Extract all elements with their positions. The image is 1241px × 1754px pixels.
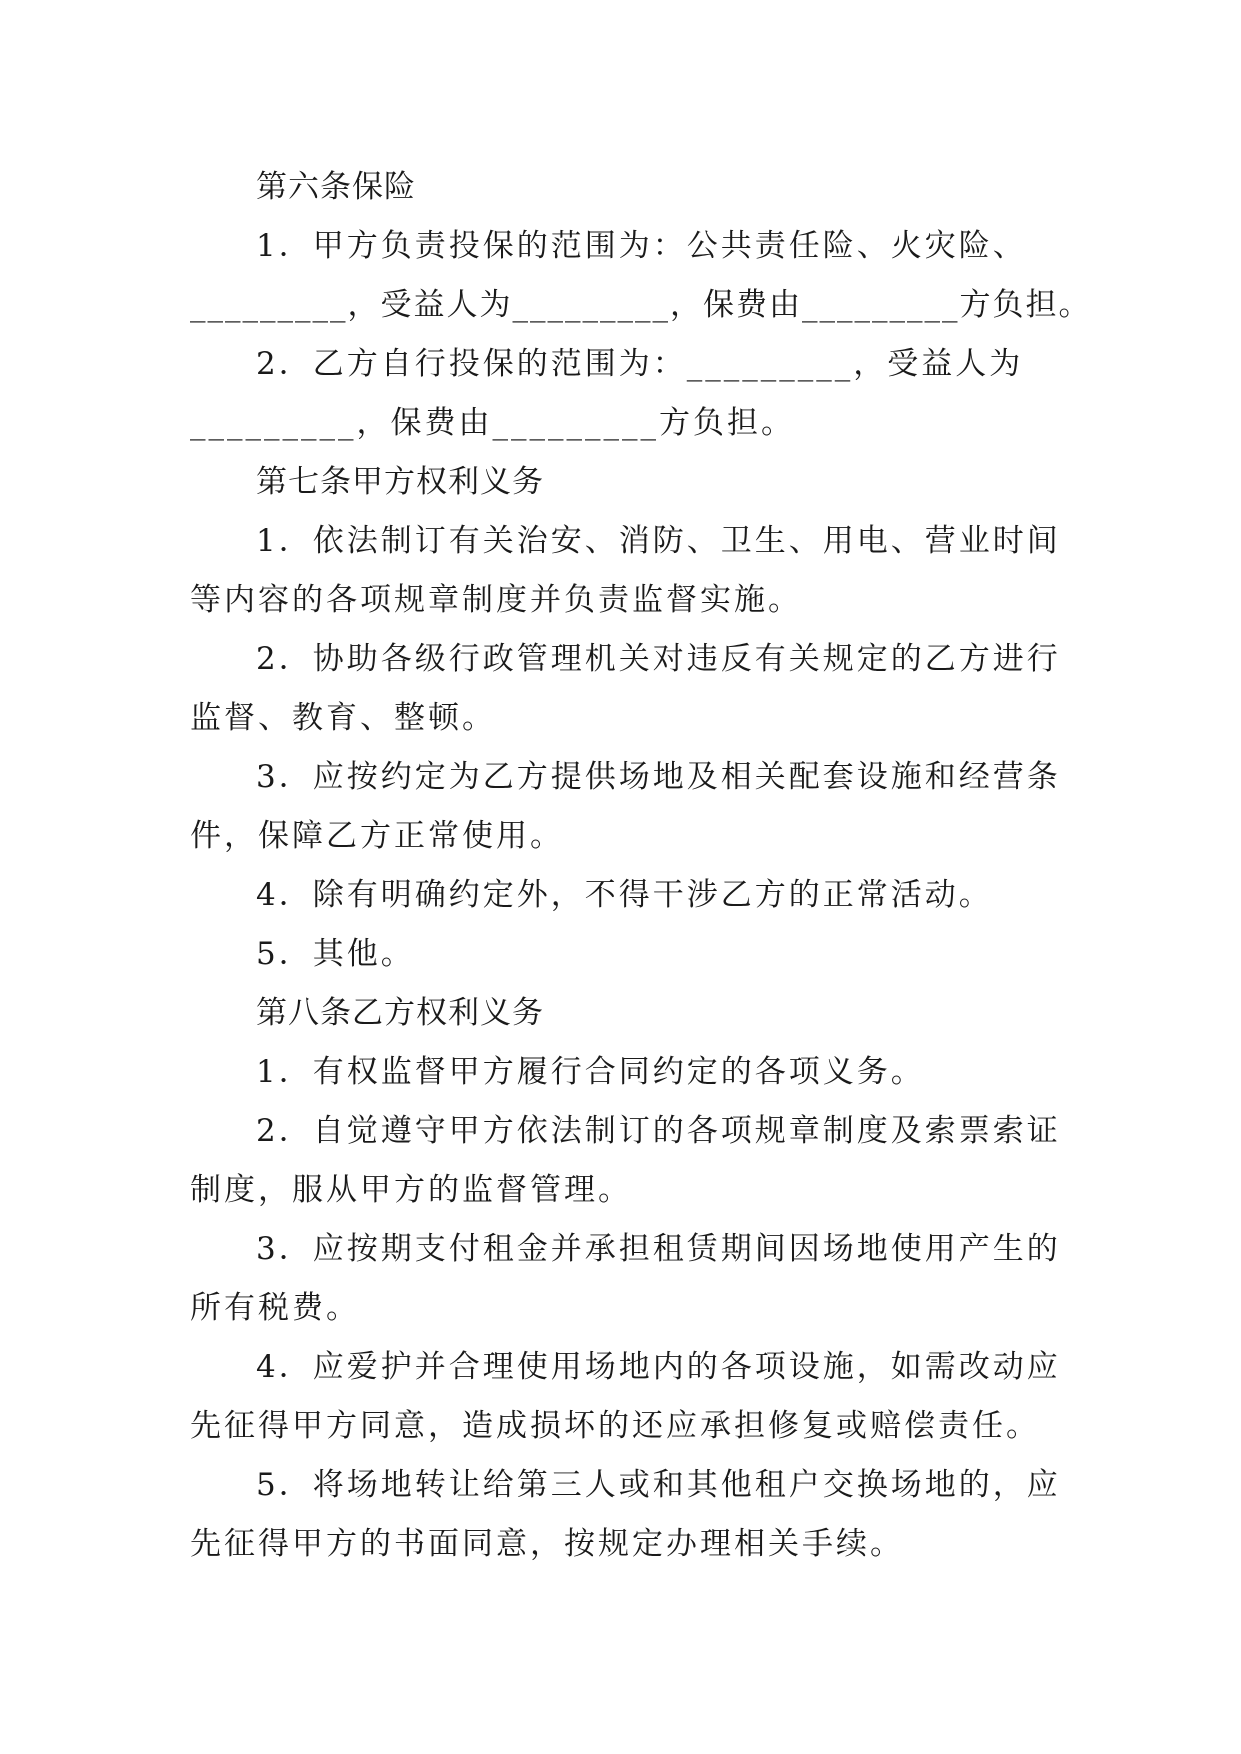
paragraph-line: 3．应按约定为乙方提供场地及相关配套设施和经营条 [256,759,1061,795]
section-heading-article-6: 第六条保险 [256,169,416,205]
paragraph-line-with-blanks: _________，保费由_________方负担。 [190,405,795,441]
paragraph-line-with-blanks: 2．乙方自行投保的范围为：_________，受益人为 [256,346,1024,382]
paragraph-line: 3．应按期支付租金并承担租赁期间因场地使用产生的 [256,1231,1061,1267]
paragraph-line: 2．自觉遵守甲方依法制订的各项规章制度及索票索证 [256,1113,1061,1149]
paragraph-line: 先征得甲方的书面同意，按规定办理相关手续。 [190,1526,904,1562]
section-heading-article-7: 第七条甲方权利义务 [256,464,544,500]
section-heading-article-8: 第八条乙方权利义务 [256,995,544,1031]
paragraph-line: 4．除有明确约定外，不得干涉乙方的正常活动。 [256,877,993,913]
paragraph-line: 制度，服从甲方的监督管理。 [190,1172,632,1208]
paragraph-line: 1．有权监督甲方履行合同约定的各项义务。 [256,1054,925,1090]
paragraph-line: 等内容的各项规章制度并负责监督实施。 [190,582,802,618]
paragraph-line: 4．应爱护并合理使用场地内的各项设施，如需改动应 [256,1349,1061,1385]
paragraph-line: 1．甲方负责投保的范围为：公共责任险、火灾险、 [256,228,1027,264]
paragraph-line: 2．协助各级行政管理机关对违反有关规定的乙方进行 [256,641,1061,677]
paragraph-line-with-blanks: _________，受益人为_________，保费由_________方负担。 [190,287,1092,323]
document-page [190,158,1092,1574]
paragraph-line: 1．依法制订有关治安、消防、卫生、用电、营业时间 [256,523,1061,559]
paragraph-line: 5．将场地转让给第三人或和其他租户交换场地的，应 [256,1467,1061,1503]
paragraph-line: 监督、教育、整顿。 [190,700,496,736]
paragraph-line: 件，保障乙方正常使用。 [190,818,564,854]
paragraph-line: 所有税费。 [190,1290,360,1326]
paragraph-line: 5．其他。 [256,936,415,972]
paragraph-line: 先征得甲方同意，造成损坏的还应承担修复或赔偿责任。 [190,1408,1040,1444]
